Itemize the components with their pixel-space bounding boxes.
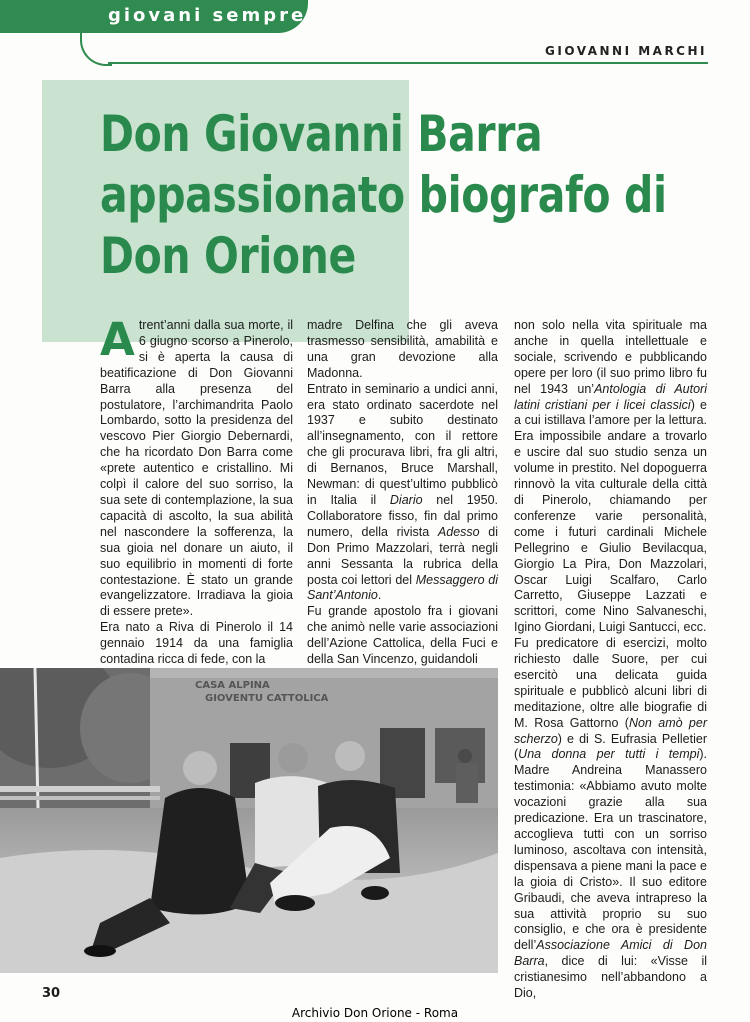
drop-cap: A [100,313,135,366]
paragraph: Atrent’anni dalla sua morte, il 6 giugno scorso a Pinerolo, si è aperta la causa di beatificazione di Don Giovanni Barra alla presenza del postulatore, l’archimandrita Paolo Lombardo, sotto la presidenza del vescovo Pier Giorgio Debernardi, che ha ricordato Don Barra come «prete autentico e cristallino. Mi colpì il calore del suo sorriso, la sua sete di contemplazione, la sua capacità di ascolto, la sua abilità nel nascondere la sofferenza, la sua gioia nel donare un aiuto, il suo equilibrio in momenti di forte contestazione. È stato un grande evangelizzatore. Irradiava la gioia di essere prete». [100,313,293,619]
header-curve-decoration [80,30,112,66]
photo-illustration [0,668,498,973]
paragraph: Entrato in seminario a undici anni, era stato ordinato sacerdote nel 1937 e subito destinato all’insegnamento, con il rettore che gli procurava libri, fra gli altri, di Bernanos, Bruce Marshall, Newman: di quest’ultimo pubblicò in Italia il Diario nel 1950. Collaboratore fisso, fin dal primo numero, della rivista Adesso di Don Primo Mazzolari, terrà negli anni Sessanta la rubrica della posta coi lettori del Messaggero di Sant’Antonio. [307,381,499,603]
section-label: giovani sempre [108,5,307,26]
text-column-3 [514,318,707,1002]
photo-priest-with-young-men [0,668,498,973]
article-title [100,104,667,287]
paragraph: non solo nella vita spirituale ma anche in quella intellettuale e sociale, scrivendo e pubblicando opere per loro (il suo primo libro fu nel 1943 un’Antologia di Autori latini cristiani per i licei classici) e a cui istillava l’amore per la lettura. Era impossibile andare a trovarlo e uscire dal suo studio senza un volume in prestito. Nel dopoguerra rinnovò la vita culturale della città di Pinerolo, chiamando per conferenze varie personalità, come i futuri cardinali Michele Pellegrino e Giulio Bevilacqua, Giorgio La Pira, Don Mazzolari, Oscar Luigi Scalfaro, Carlo Carretto, Giuseppe Lazzati e scrittori, come Nino Salvaneschi, Igino Giordani, Luigi Santucci, ecc. [514,318,707,635]
title-line-1: Don Giovanni Barra [100,105,543,163]
page-number: 30 [42,986,61,1001]
sign-text-2: GIOVENTU CATTOLICA [205,693,329,704]
title-line-3: Don Orione [100,227,356,285]
text-column-1 [100,313,293,668]
text-column-2 [307,318,498,668]
author-name: GIOVANNI MARCHI [545,44,707,58]
paragraph: Fu grande apostolo fra i giovani che animò nelle varie associazioni dell’Azione Cattolica, della Fuci e della San Vincenzo, guidandoli [307,604,498,667]
paragraph: Era nato a Riva di Pinerolo il 14 gennaio 1914 da una famiglia contadina ricca di fede, con la [100,620,293,667]
paragraph: Fu predicatore di esercizi, molto richiesto dalle Suore, per cui esercitò una delicata guida spirituale e pubblicò alcuni libri di meditazione, oltre alle biografie di M. Rosa Gattorno (Non amò per scherzo) e di S. Eufrasia Pelletier (Una donna per tutti i tempi). Madre Andreina Manassero testimonia: «Abbiamo avuto molte vocazioni grazie alla sua predicazione. Era un trascinatore, accoglieva tutti con un sorriso luminoso, ascoltava con intensità, dispensava a piene mani la pace e la gioia di Cristo». Il suo editore Gribaudi, che aveva intrapreso la sua attività proprio su suo consiglio, e che ora è presidente dell’Associazione Amici di Don Barra, dice di lui: «Visse il cristianesimo nell’abbandono a Dio, [514,636,707,1001]
sign-text-1: CASA ALPINA [195,680,270,691]
title-line-2: appassionato biografo di [100,166,667,224]
header-rule [108,62,708,64]
section-tab [0,0,308,33]
archive-credit: Archivio Don Orione - Roma [291,1006,459,1020]
paragraph: madre Delfina che gli aveva trasmesso sensibilità, amabilità e una gran devozione alla Madonna. [307,318,498,380]
